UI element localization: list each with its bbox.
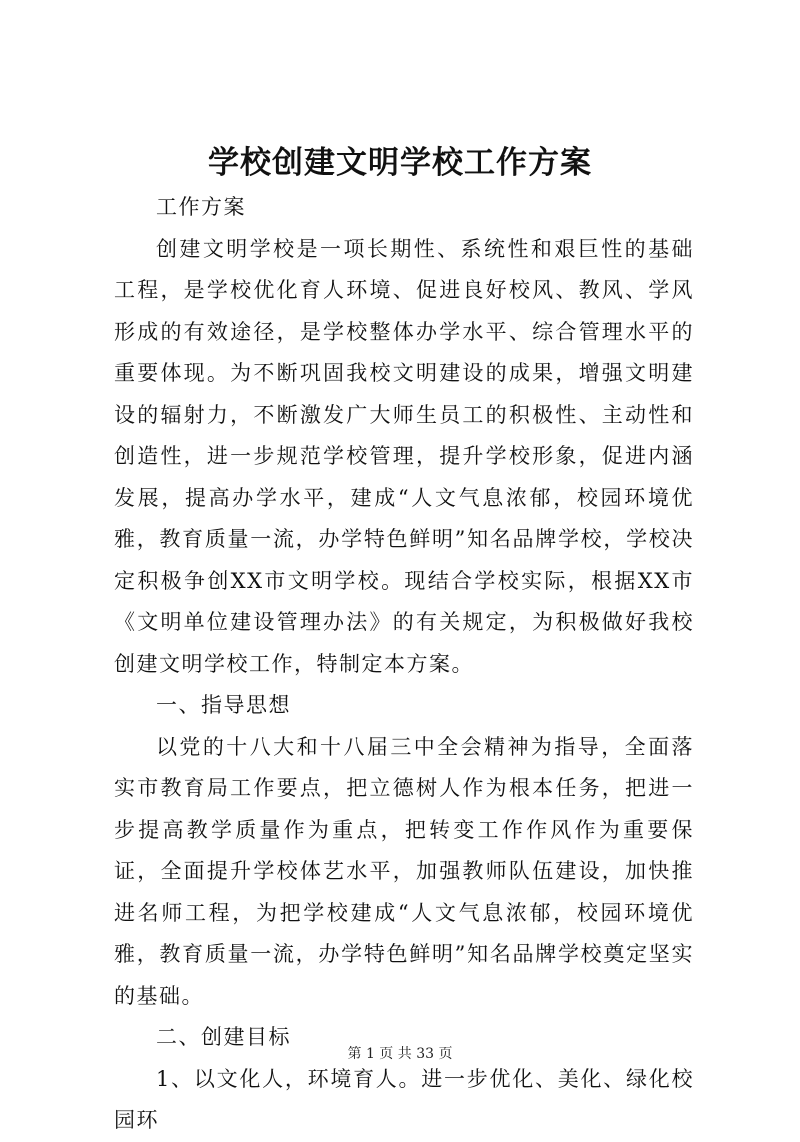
section-heading-guiding-ideology: 一、指导思想 (156, 693, 291, 717)
document-body (114, 187, 694, 1142)
page-title: 学校创建文明学校工作方案 (208, 145, 592, 181)
section-heading-goals: 二、创建目标 (156, 1025, 291, 1049)
paragraph-heading-work-plan: 工作方案 (156, 195, 246, 219)
page-footer: 第 1 页 共 33 页 (347, 1046, 453, 1062)
paragraph-goal-1: 1、以文化人，环境育人。进一步优化、美化、绿化校园环 (114, 1066, 694, 1132)
paragraph-guiding-ideology: 以党的十八大和十八届三中全会精神为指导，全面落实市教育局工作要点，把立德树人作为根本任务，把进一步提高教学质量作为重点，把转变工作作风作为重要保证，全面提升学校体艺水平，加强教师队伍建设，加快推进名师工程，为把学校建成“人文气息浓郁，校园环境优雅，教育质量一流，办学特色鲜明”知名品牌学校奠定坚实的基础。 (114, 734, 694, 1008)
paragraph-intro: 创建文明学校是一项长期性、系统性和艰巨性的基础工程，是学校优化育人环境、促进良好校风、教风、学风形成的有效途径，是学校整体办学水平、综合管理水平的重要体现。为不断巩固我校文明建设的成果，增强文明建设的辐射力，不断激发广大师生员工的积极性、主动性和创造性，进一步规范学校管理，提升学校形象，促进内涵发展，提高办学水平，建成“人文气息浓郁，校园环境优雅，教育质量一流，办学特色鲜明”知名品牌学校，学校决定积极争创XX市文明学校。现结合学校实际，根据XX市《文明单位建设管理办法》的有关规定，为积极做好我校创建文明学校工作，特制定本方案。 (114, 236, 694, 676)
